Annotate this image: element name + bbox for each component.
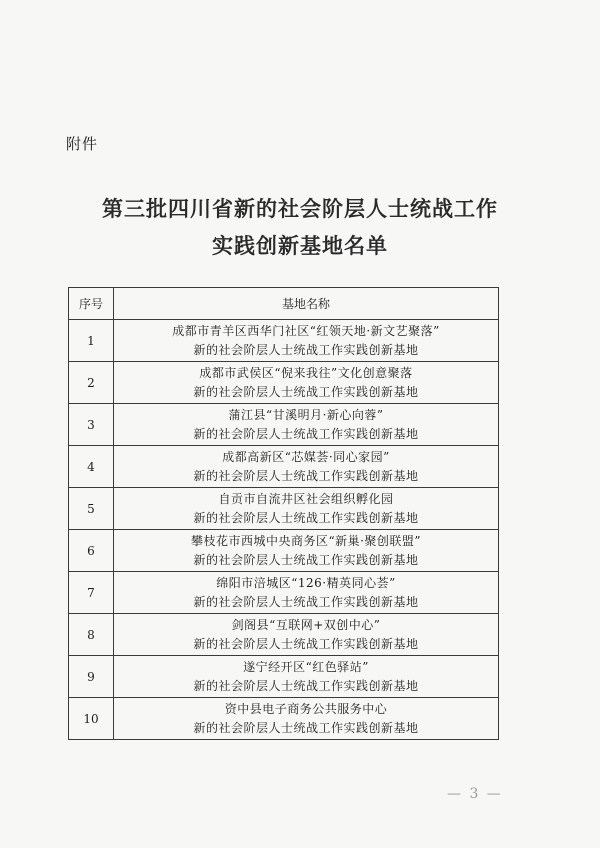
row-base-name bbox=[114, 320, 499, 362]
row-serial-number: 2 bbox=[69, 362, 114, 404]
table-row bbox=[69, 320, 499, 362]
base-name-line-2: 新的社会阶层人士统战工作实践创新基地 bbox=[193, 594, 419, 609]
table-row bbox=[69, 362, 499, 404]
row-serial-number: 9 bbox=[69, 656, 114, 698]
base-name-line-1: 成都市青羊区西华门社区“红领天地·新文艺聚落” bbox=[172, 323, 440, 338]
base-name-line-1: 绵阳市涪城区“126·精英同心荟” bbox=[216, 575, 396, 590]
title-line-2: 实践创新基地名单 bbox=[212, 233, 388, 258]
base-name-line-2: 新的社会阶层人士统战工作实践创新基地 bbox=[193, 678, 419, 693]
table-row bbox=[69, 614, 499, 656]
row-serial-number: 1 bbox=[69, 320, 114, 362]
base-name-line-1: 攀枝花市西城中央商务区“新巢·聚创联盟” bbox=[190, 533, 422, 548]
row-serial-number: 3 bbox=[69, 404, 114, 446]
base-list-table bbox=[68, 287, 499, 740]
base-name-line-1: 剑阁县“互联网+双创中心” bbox=[231, 617, 381, 632]
row-serial-number: 7 bbox=[69, 572, 114, 614]
row-base-name bbox=[114, 656, 499, 698]
table-row bbox=[69, 572, 499, 614]
base-name-line-2: 新的社会阶层人士统战工作实践创新基地 bbox=[193, 384, 419, 399]
base-name-line-2: 新的社会阶层人士统战工作实践创新基地 bbox=[193, 342, 419, 357]
row-serial-number: 6 bbox=[69, 530, 114, 572]
base-name-line-2: 新的社会阶层人士统战工作实践创新基地 bbox=[193, 552, 419, 567]
table-row bbox=[69, 656, 499, 698]
table-body bbox=[69, 320, 499, 740]
base-name-line-1: 蒲江县“甘溪明月·新心向蓉” bbox=[228, 407, 384, 422]
header-serial-number: 序号 bbox=[69, 288, 114, 320]
table-row bbox=[69, 446, 499, 488]
row-serial-number: 4 bbox=[69, 446, 114, 488]
base-name-line-2: 新的社会阶层人士统战工作实践创新基地 bbox=[193, 468, 419, 483]
base-name-line-2: 新的社会阶层人士统战工作实践创新基地 bbox=[193, 426, 419, 441]
table-row bbox=[69, 404, 499, 446]
table-row bbox=[69, 488, 499, 530]
row-base-name bbox=[114, 530, 499, 572]
row-base-name bbox=[114, 698, 499, 740]
row-base-name bbox=[114, 572, 499, 614]
row-base-name bbox=[114, 446, 499, 488]
title-line-1: 第三批四川省新的社会阶层人士统战工作 bbox=[102, 196, 498, 221]
table-row bbox=[69, 698, 499, 740]
base-name-line-2: 新的社会阶层人士统战工作实践创新基地 bbox=[193, 510, 419, 525]
table-row bbox=[69, 530, 499, 572]
base-name-line-2: 新的社会阶层人士统战工作实践创新基地 bbox=[193, 636, 419, 651]
row-base-name bbox=[114, 488, 499, 530]
base-name-line-1: 遂宁经开区“红色驿站” bbox=[243, 659, 369, 674]
base-name-line-2: 新的社会阶层人士统战工作实践创新基地 bbox=[193, 720, 419, 735]
row-base-name bbox=[114, 362, 499, 404]
base-name-line-1: 自贡市自流井区社会组织孵化园 bbox=[218, 491, 394, 506]
base-name-line-1: 成都市武侯区“倪来我往”文化创意聚落 bbox=[199, 365, 413, 380]
row-base-name bbox=[114, 404, 499, 446]
document-title bbox=[0, 190, 600, 264]
page-number: — 3 — bbox=[447, 786, 503, 802]
row-serial-number: 5 bbox=[69, 488, 114, 530]
base-name-line-1: 成都高新区“芯媒荟·同心家园” bbox=[222, 449, 390, 464]
row-serial-number: 10 bbox=[69, 698, 114, 740]
header-base-name: 基地名称 bbox=[114, 288, 499, 320]
row-serial-number: 8 bbox=[69, 614, 114, 656]
base-name-line-1: 资中县电子商务公共服务中心 bbox=[224, 701, 388, 716]
table-header-row bbox=[69, 288, 499, 320]
attachment-label: 附件 bbox=[66, 135, 99, 153]
row-base-name bbox=[114, 614, 499, 656]
